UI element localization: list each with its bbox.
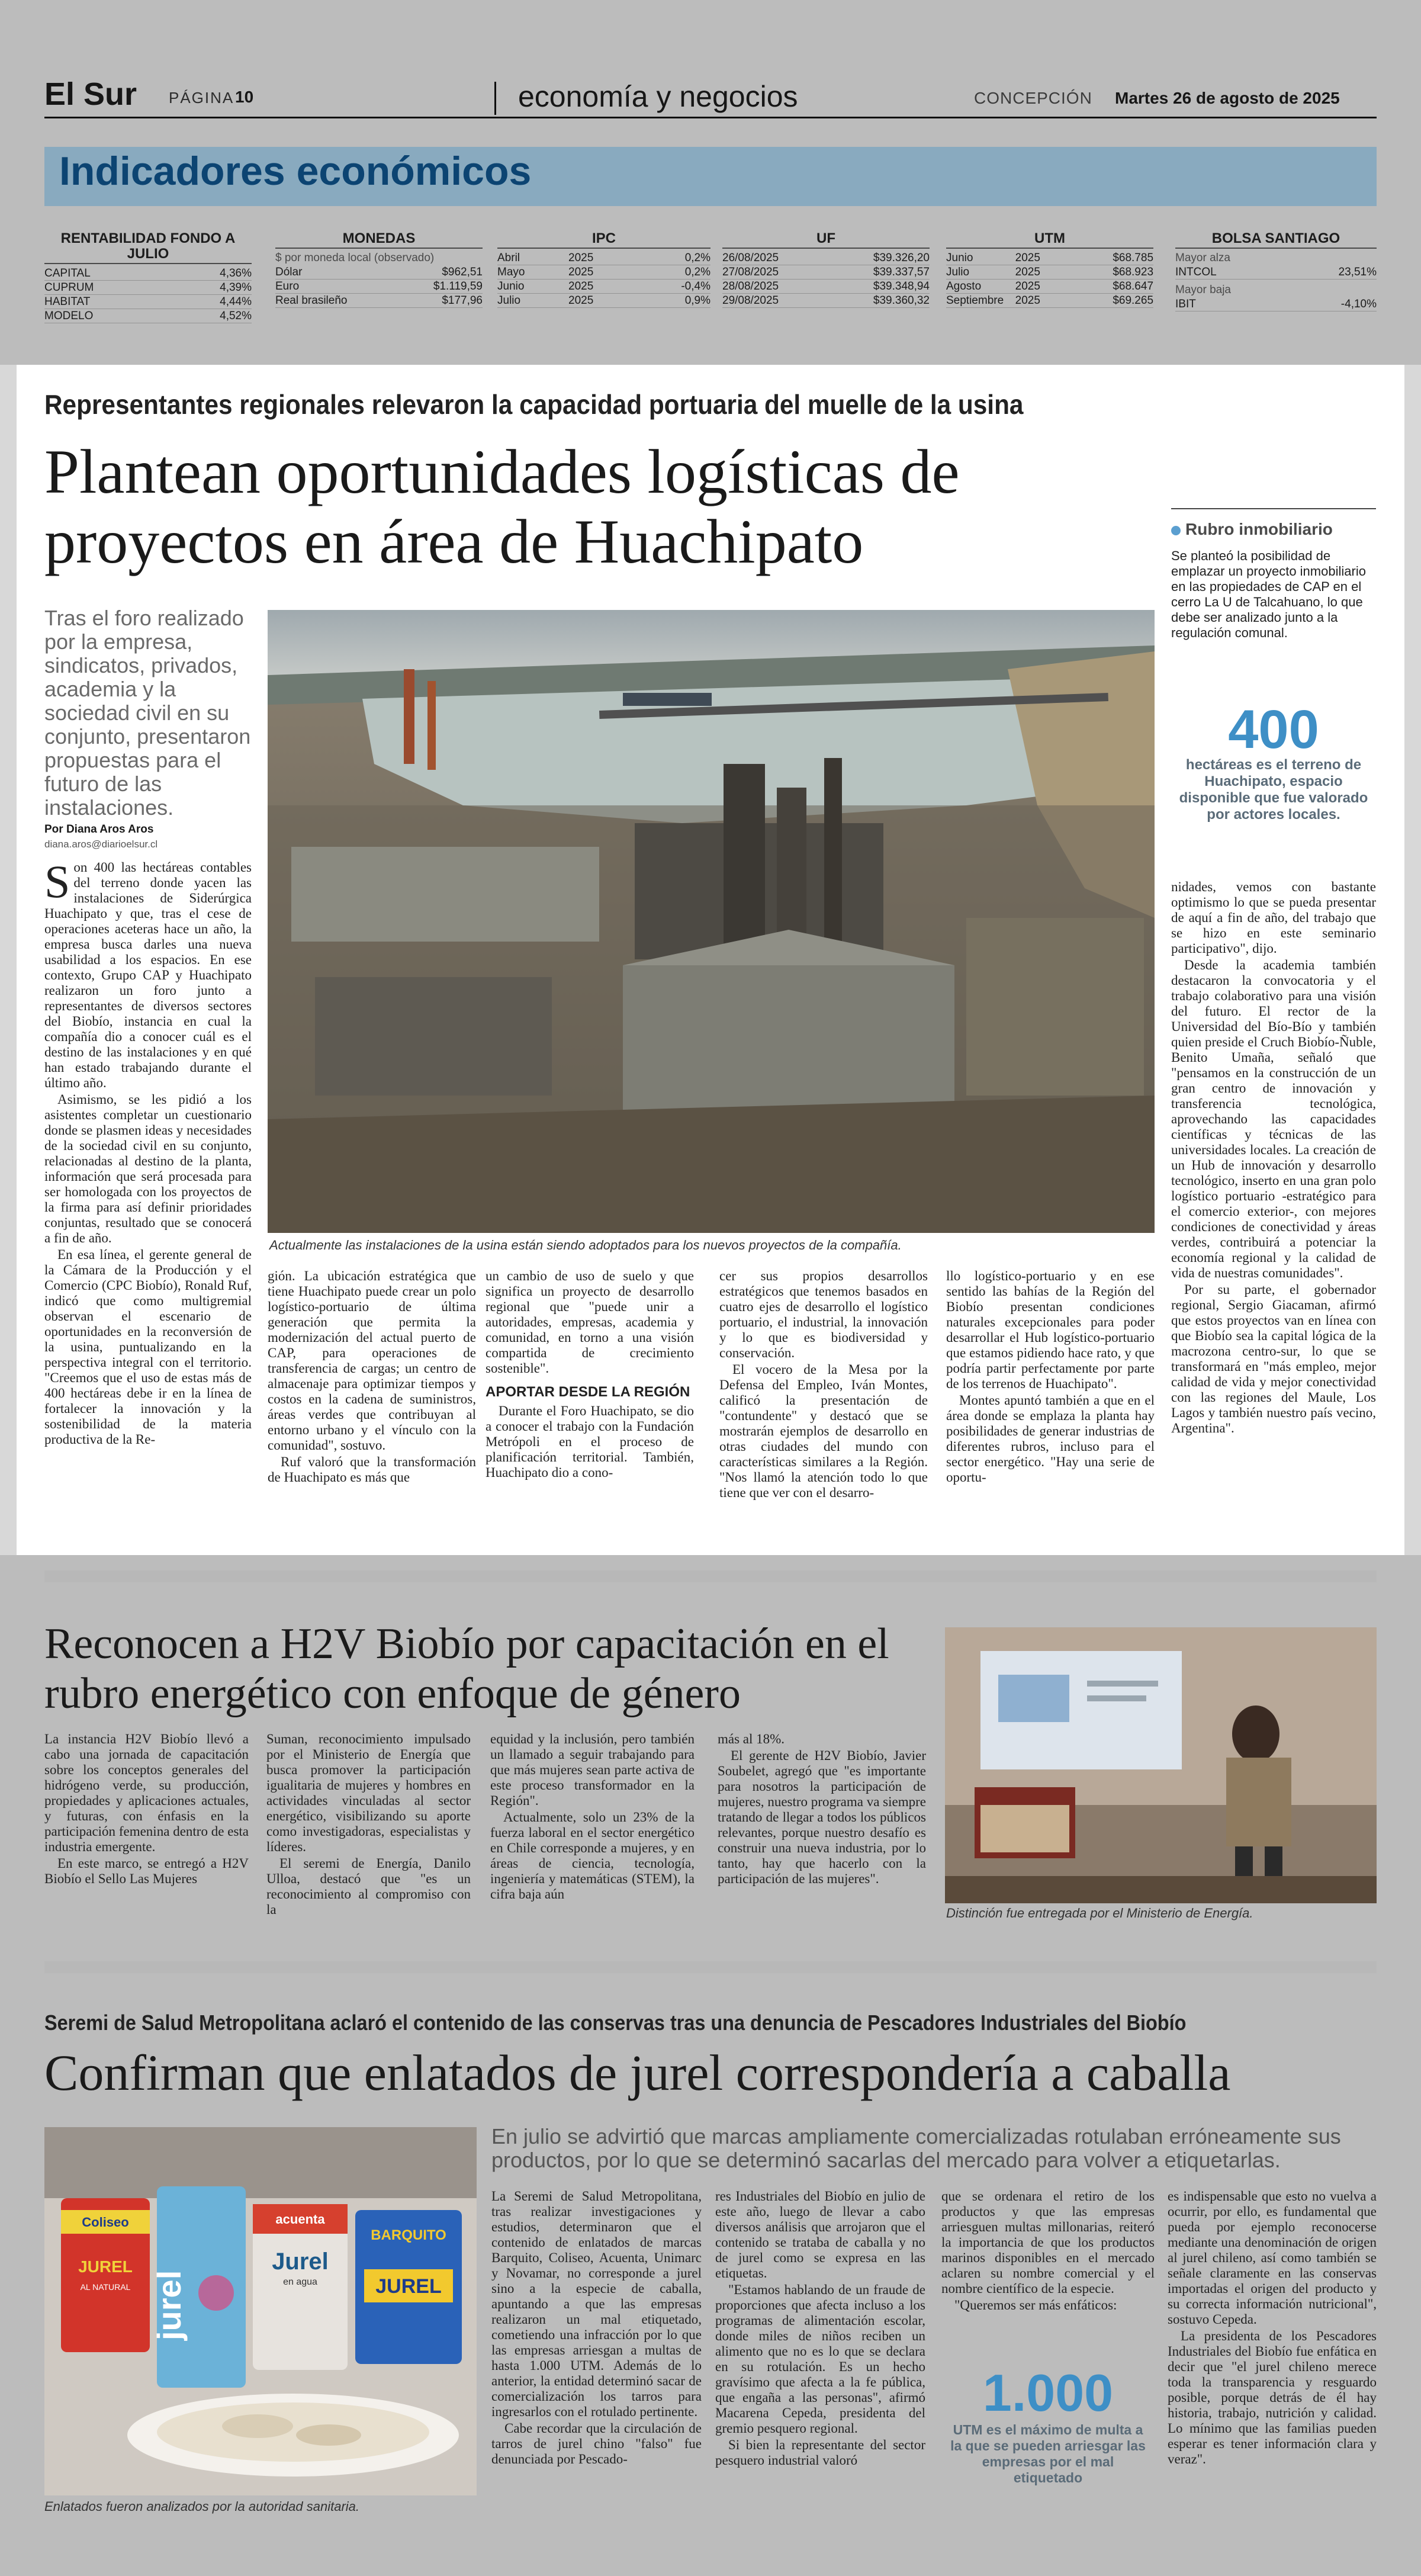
table-row: Real brasileño $177,96 bbox=[275, 294, 483, 307]
article-column-3: un cambio de uso de suelo y que significa un proyecto de desarrollo regional que "puede unir a autoridades, empresas, academia y comunidad, en torno a una visión compartida de crecimiento sostenible". APORTAR DESDE LA REGIÓN Durante el Foro Huachipato, se dio a conocer el trabajo con la Fundación Metrópoli en el proceso de planificación territorial. También, Huachipato dio a cono- bbox=[486, 1268, 694, 1480]
can-label: Jurel bbox=[272, 2249, 329, 2275]
coliseo-can bbox=[61, 2198, 150, 2352]
article-column-1: Son 400 las hectáreas contables del terreno donde yacen las instalaciones de Siderúrgica Huachipato y que, tras el cese de operaciones aceteras hace un año, la empresa busca darles una nueva usabilidad a los espacios. En ese contexto, Grupo CAP y Huachipato realizaron un foro junto a representantes de diversos sectores del Biobío, instancia en cual la compañía dio a conocer cuál es el destino de las instalaciones y en qué han estado trabajando durante el último año. Asimismo, se les pidió a los asistentes completar un cuestionario donde se plasmen ideas y necesidades de la sociedad civil en su conjunto, relacionadas al destino de la planta, información que será procesada para ser homologada con los proyectos de la firma para así definir prioridades conjuntas, resultado que se conocerá a fin de año. En esa línea, el gerente general de la Cámara de la Producción y el Comercio (CPC Biobío), Ronald Ruf, indicó que como multigremial observan el escenario de oportunidades en la reconversión de la usina, puntualizando en la perspectiva integral con el territorio. "Creemos que el uso de estas más de 400 hectáreas debe ir en la línea de fortalecer la innovación y la sostenibilidad de la materia productiva de la Re- bbox=[44, 856, 252, 1447]
table-row: Julio 2025 $68.923 bbox=[946, 266, 1154, 278]
uf-title: UF bbox=[722, 231, 930, 249]
table-row: Agosto 2025 $68.647 bbox=[946, 280, 1154, 293]
canned-fish-photo bbox=[44, 2127, 477, 2495]
highlight-number: 400 bbox=[1228, 699, 1319, 760]
article-column-4: cer sus propios desarrollos estratégicos que tenemos basados en cuatro ejes de desarrollo el logístico portuario, el industrial, la innovación y lo que es biodiversidad y conservación. El vocero de la Mesa por la Defensa del Empleo, Iván Montes, calificó la presentación de "contundente" y destacó que se mostrarán ejemplos de desarrollo en otras ciudades del mundo con características similares a la Región. "Nos llamó la atención todo lo que tiene que ver con el desarro- bbox=[719, 1268, 928, 1500]
h2v-photo-caption: Distinción fue entregada por el Ministerio de Energía. bbox=[946, 1906, 1253, 1920]
indicator-fondos bbox=[44, 231, 252, 323]
can-label: BARQUITO bbox=[371, 2227, 446, 2243]
can-label: Coliseo bbox=[82, 2215, 129, 2230]
barquito-can bbox=[355, 2210, 462, 2364]
can-label: JUREL bbox=[78, 2257, 133, 2276]
drop-cap: S bbox=[44, 856, 70, 907]
byline-email: diana.aros@diarioelsur.cl bbox=[44, 839, 158, 850]
table-row: Junio 2025 -0,4% bbox=[497, 280, 710, 293]
indicator-utm bbox=[946, 231, 1153, 308]
h2v-column-3: equidad y la inclusión, pero también un llamado a seguir trabajando para que más mujeres sean parte activa de este proceso transformador en la Región". Actualmente, solo un 23% de la fuerza laboral en el sector energético en Chile corresponde a mujeres, y en áreas de ciencia, tecnología, ingeniería y matemáticas (STEM), la cifra baja aún bbox=[490, 1732, 695, 1902]
article-kicker: Representantes regionales relevaron la capacidad portuaria del muelle de la usina bbox=[44, 389, 1024, 420]
table-row: MODELO 4,52% bbox=[44, 310, 252, 322]
bullet-icon bbox=[1171, 526, 1181, 535]
jurel-column-3: que se ordenara el retiro de los productos y que las empresas arriesguen multas millonarias, reiteró la importancia de que los productos marinos disponibles en el mercado aclaren su nombre comercial y el nombre científico de la especie. "Queremos ser más enfáticos: bbox=[941, 2189, 1155, 2312]
jurel-highlight-number: 1.000 bbox=[982, 2363, 1114, 2422]
acuenta-can bbox=[253, 2204, 348, 2370]
table-row: HABITAT 4,44% bbox=[44, 295, 252, 308]
sidebar-title: Rubro inmobiliario bbox=[1171, 508, 1376, 539]
article-headline: Plantean oportunidades logísticas de proyectos en área de Huachipato bbox=[44, 437, 960, 576]
indicator-uf bbox=[722, 231, 930, 308]
indicator-bolsa bbox=[1175, 231, 1377, 311]
table-row: Julio 2025 0,9% bbox=[497, 294, 710, 307]
steel-plant-aerial-photo bbox=[268, 610, 1155, 1233]
newspaper-name: El Sur bbox=[44, 76, 137, 112]
table-row: Mayo 2025 0,2% bbox=[497, 266, 710, 278]
table-row: Dólar $962,51 bbox=[275, 266, 483, 278]
sidebar-box bbox=[1171, 508, 1376, 641]
subheading: APORTAR DESDE LA REGIÓN bbox=[486, 1384, 690, 1400]
can-label: acuenta bbox=[275, 2212, 325, 2227]
h2v-headline: Reconocen a H2V Biobío por capacitación en el rubro energético con enfoque de género bbox=[44, 1620, 889, 1718]
table-row: 29/08/2025 $39.360,32 bbox=[722, 294, 930, 307]
indicator-ipc bbox=[497, 231, 710, 308]
table-row: Junio 2025 $68.785 bbox=[946, 252, 1154, 264]
jurel-column-2: res Industriales del Biobío en julio de este año, luego de llevar a cabo diversos análisis que arrojaron que el contenido se trataba de caballa y no de jurel como se expresa en las etiquetas. "Estamos hablando de un fraude de proporciones que afecta incluso a los programas de alimentación escolar, donde miles de niños reciben un alimento que no es lo que se declara en su rotulación. Es un hecho gravísimo que afecta a la fe pública, que engaña a las personas", afirmó Macarena Cepeda, presidenta del gremio pesquero regional. Si bien la representante del sector pesquero industrial valoró bbox=[715, 2189, 925, 2468]
jurel-highlight-description: UTM es el máximo de multa a la que se pueden arriesgar las empresas por el mal etiquetado bbox=[950, 2422, 1146, 2485]
indicators-title: Indicadores económicos bbox=[59, 149, 532, 194]
masthead-divider bbox=[494, 82, 496, 115]
table-row: CUPRUM 4,39% bbox=[44, 281, 252, 294]
photo-caption: Actualmente las instalaciones de la usina están siendo adoptados para los nuevos proyectos de la compañía. bbox=[269, 1238, 902, 1252]
table-row: 26/08/2025 $39.326,20 bbox=[722, 252, 930, 264]
jurel-column-1: La Seremi de Salud Metropolitana, tras realizar investigaciones y estudios, determinaron que el contenido de enlatados de marcas Barquito, Coliseo, Acuenta, Unimarc y Novamar, no corresponde a jurel sino a la especie de caballa, apuntando a que las empresas realizaron un mal etiquetado, cometiendo una infracción por lo que las empresas arriesgan a multas de hasta 1.000 UTM. Además de lo anterior, la entidad determinó sacar de comercialización los tarros para ingresarlos con el rotulado pertinente. Cabe recordar que la circulación de tarros de jurel chino "falso" fue denunciada por Pescado- bbox=[491, 2189, 702, 2466]
bolsa-up-label: Mayor alza bbox=[1175, 252, 1230, 264]
sidebar-text: Se planteó la posibilidad de emplazar un proyecto inmobiliario en las propiedades de CAP en el cerro La U de Talcahuano, lo que debe ser analizado junto a la regulación comunal. bbox=[1171, 548, 1366, 640]
can-label: jurel bbox=[150, 2270, 188, 2340]
jurel-headline: Confirman que enlatados de jurel correspondería a caballa bbox=[44, 2044, 1231, 2101]
table-row: Septiembre 2025 $69.265 bbox=[946, 294, 1154, 307]
issue-date: Martes 26 de agosto de 2025 bbox=[1115, 89, 1340, 107]
jurel-can bbox=[150, 2186, 246, 2388]
monedas-note: $ por moneda local (observado) bbox=[275, 252, 435, 264]
table-row: 28/08/2025 $39.348,94 bbox=[722, 280, 930, 293]
jurel-column-4: es indispensable que esto no vuelva a ocurrir, por ello, es fundamental que pueda por ejemplo reconocerse mediante una denominación de origen al jurel chileno, así como también se señale claramente en las conservas importadas el origen del producto y su correcta información nutricional", sostuvo Cepeda. La presidenta de los Pescadores Industriales del Biobío fue enfática en decir que "el jurel chileno merece toda la transparencia y resguardo posible, porque detrás de él hay historia, trabajo, nutrición y calidad. Lo mínimo que las familias pueden esperar es tener información clara y veraz". bbox=[1168, 2189, 1377, 2466]
table-row: INTCOL 23,51% bbox=[1175, 266, 1377, 278]
h2v-column-4: más al 18%. El gerente de H2V Biobío, Javier Soubelet, agregó que "es importante para nosotros la participación de mujeres, nuestro programa va siempre tratando de llegar a todos los públicos relevantes, porque nuestro desafío es construir una nueva industria, por lo tanto, hay que hacerlo con la participación de las mujeres". bbox=[718, 1732, 926, 1886]
monedas-title: MONEDAS bbox=[275, 231, 483, 249]
article-column-2: gión. La ubicación estratégica que tiene Huachipato puede crear un polo logístico-portuario de última generación que permita la modernización del actual puerto de CAP, para operaciones de transferencia de cargas; un centro de almacenaje para optimizar tiempos y costos en la cadena de suministros, áreas verdes que contribuyan al entorno urbano y el vínculo con la comunidad", sostuvo. Ruf valoró que la transformación de Huachipato es más que bbox=[268, 1268, 476, 1485]
bolsa-title: BOLSA SANTIAGO bbox=[1175, 231, 1377, 249]
article-column-6: nidades, vemos con bastante optimismo lo que se pueda presentar de aquí a fin de año, del trabajo que se hizo en este seminario participativo", dijo. Desde la academia también destacaron la convocatoria y el trabajo colaborativo para una visión del futuro. El rector de la Universidad del Bío-Bío y también quien preside el Cruch Biobío-Ñuble, Benito Umaña, señaló que "pensamos en la construcción de un gran centro de innovación y transferencia tecnológica, aprovechando las capacidades científicas y técnicas de las universidades locales. La creación de un Hub de innovación y desarrollo tecnológico, inserto en una gran polo logístico portuario -estratégico para el comercio exterior-, con mejores condiciones de conectividad y áreas verdes, contribuirá a potenciar la economía regional y la calidad de vida de nuestras comunidades". Por su parte, el gobernador regional, Sergio Giacaman, afirmó que estos proyectos van en línea con que Biobío sea la capital lógica de la macrozona centro-sur, lo que se transformará en "más empleo, mejor calidad de vida y mejor conectividad con las regiones del Maule, Los Lagos y también nuestro país vecino, Argentina". bbox=[1171, 879, 1376, 1435]
table-row: 27/08/2025 $39.337,57 bbox=[722, 266, 930, 278]
can-label: AL NATURAL bbox=[80, 2282, 131, 2292]
can-label: JUREL bbox=[375, 2275, 442, 2298]
page-number: 10 bbox=[235, 88, 254, 106]
byline: Por Diana Aros Aros bbox=[44, 823, 154, 836]
article-column-5: llo logístico-portuario y en ese sentido las bahías de la Región del Biobío presentan condiciones naturales excepcionales para poder desarrollar el Hub logístico-portuario que estamos pidiendo hace rato, y que podría partir perfectamente por parte de los terrenos de Huachipato". Montes apuntó también a que en el área donde se emplaza la planta hay posibilidades de generar industrias de diferentes rubros, incluso para el sector energético. "Hay una serie de oportu- bbox=[946, 1268, 1155, 1485]
h2v-column-2: Suman, reconocimiento impulsado por el Ministerio de Energía que busca promover la participación igualitaria de mujeres y hombres en actividades vinculadas al sector energético, visibilizando su aporte como investigadoras, especialistas y líderes. El seremi de Energía, Danilo Ulloa, destacó que "es un reconocimiento al compromiso con la bbox=[266, 1732, 471, 1917]
section-title: economía y negocios bbox=[518, 80, 798, 113]
utm-title: UTM bbox=[946, 231, 1153, 249]
table-row: IBIT -4,10% bbox=[1175, 298, 1377, 310]
section-divider bbox=[44, 1961, 1377, 1973]
jurel-kicker: Seremi de Salud Metropolitana aclaró el contenido de las conservas tras una denuncia de Pescadores Industriales del Biobío bbox=[44, 2010, 1187, 2035]
jurel-dek: En julio se advirtió que marcas ampliamente comercializadas rotulaban erróneamente sus productos, por lo que se determinó sacarlas del mercado para volver a etiquetarlas. bbox=[491, 2124, 1341, 2172]
indicator-monedas bbox=[275, 231, 483, 308]
table-row: Abril 2025 0,2% bbox=[497, 252, 710, 264]
highlight-description: hectáreas es el terreno de Huachipato, espacio disponible que fue valorado por actores locales. bbox=[1179, 757, 1368, 823]
masthead bbox=[44, 76, 1377, 118]
bolsa-down-label: Mayor baja bbox=[1175, 284, 1231, 296]
section-divider bbox=[44, 1570, 1377, 1582]
h2v-column-1: La instancia H2V Biobío llevó a cabo una jornada de capacitación sobre los conceptos generales del hidrógeno verde, su producción, propiedades y aplicaciones actuales, y futuras, con énfasis en la participación femenina dentro de esta industria emergente. En este marco, se entregó a H2V Biobío el Sello Las Mujeres bbox=[44, 1732, 249, 1886]
jurel-photo-caption: Enlatados fueron analizados por la autoridad sanitaria. bbox=[44, 2499, 360, 2514]
article-dek: Tras el foro realizado por la empresa, sindicatos, privados, academia y la sociedad civil en su conjunto, presentaron propuestas para el futuro de las instalaciones. bbox=[44, 606, 251, 820]
table-row: Euro $1.119,59 bbox=[275, 280, 483, 293]
page-label: PÁGINA bbox=[169, 89, 234, 107]
fondos-title: RENTABILIDAD FONDO A JULIO bbox=[44, 231, 252, 264]
ipc-title: IPC bbox=[497, 231, 710, 249]
can-label: en agua bbox=[283, 2277, 317, 2287]
table-row: CAPITAL 4,36% bbox=[44, 267, 252, 280]
h2v-presentation-photo bbox=[945, 1627, 1377, 1903]
city: CONCEPCIÓN bbox=[974, 89, 1092, 107]
